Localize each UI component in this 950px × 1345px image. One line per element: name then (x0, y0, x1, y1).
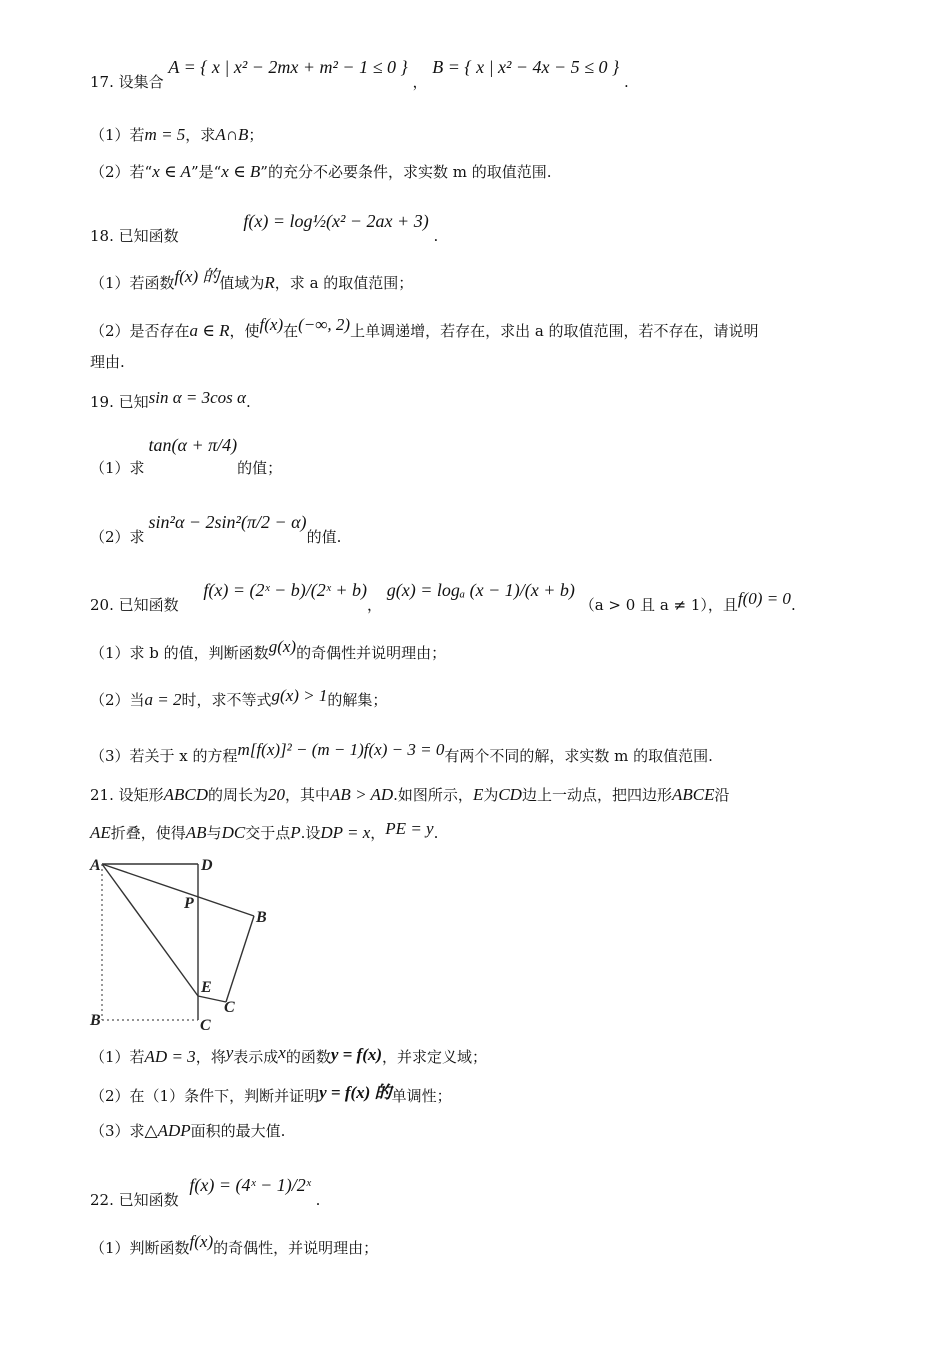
q21-part2 (90, 1085, 870, 1107)
formula: PE = y (385, 819, 434, 838)
label-a: A (90, 857, 101, 874)
q20-part2 (90, 686, 870, 711)
set-a-formula: A = { x | x² − 2mx + m² − 1 ≤ 0 } (168, 57, 408, 77)
text: 面积的最大值. (190, 1122, 286, 1140)
part-label: （1）若 (90, 1048, 145, 1066)
label-c: C (200, 1017, 211, 1034)
q19-part1 (90, 435, 870, 479)
q18-part2-cont (90, 351, 870, 373)
formula: R (264, 273, 275, 292)
q18-stem (90, 211, 870, 247)
q20-part1 (90, 637, 870, 664)
set-b-formula: B = { x | x² − 4x − 5 ≤ 0 } (432, 57, 620, 77)
text: ，求 a 的取值范围； (274, 274, 414, 292)
formula: A∩B (215, 125, 249, 144)
text: .如图所示， (393, 786, 473, 804)
text: 边上一动点，把四边形 (521, 786, 672, 804)
q21-part3 (90, 1120, 870, 1142)
text: ，将 (195, 1048, 226, 1066)
formula: tan(α + π/4) (148, 435, 238, 455)
fold-line-ae (102, 864, 198, 996)
label-p: P (184, 895, 194, 912)
formula: △ADP (144, 1121, 191, 1140)
label-d: D (201, 857, 213, 874)
q21-part1 (90, 1043, 870, 1068)
q21-stem-line2 (90, 819, 870, 844)
q22-number: 22. 已知函数 (90, 1191, 179, 1209)
text: 有两个不同的解，求实数 m 的取值范围. (444, 747, 713, 765)
formula: g(x) (268, 637, 297, 656)
text: 的周长为 (208, 786, 269, 804)
text: 理由. (90, 353, 125, 371)
formula: y (225, 1043, 234, 1062)
part-label: （3）若关于 x 的方程 (90, 747, 238, 765)
text: 单调性； (391, 1087, 452, 1105)
text: 交于点 (245, 824, 291, 842)
q17-number: 17. 设集合 (90, 73, 164, 91)
part-label: （1）求 (90, 459, 145, 477)
formula: AD = 3 (144, 1047, 196, 1066)
q18-part2 (90, 315, 870, 342)
text: 值域为 (219, 274, 265, 292)
label-e: E (201, 979, 212, 996)
q22-part1 (90, 1232, 870, 1259)
formula: AE (90, 823, 111, 842)
formula: y = f(x) (330, 1045, 383, 1064)
formula: ABCD (163, 785, 209, 804)
q21-number: 21. 设矩形 (90, 786, 164, 804)
formula: x ∈ B (221, 162, 261, 181)
text: 与 (206, 824, 222, 842)
text: 的奇偶性，并说明理由； (213, 1239, 379, 1257)
text: ，使 (229, 322, 260, 340)
g-formula: g(x) = logₐ (x − 1)/(x + b) (386, 580, 575, 600)
q20-part3 (90, 740, 870, 767)
formula: f(x) (189, 1232, 214, 1251)
f-formula: f(x) = (2ˣ − b)/(2ˣ + b) (203, 580, 367, 600)
formula: AB (185, 823, 207, 842)
text: 的奇偶性并说明理由； (296, 644, 447, 662)
text: ， (370, 824, 386, 842)
label-b: B (90, 1012, 101, 1029)
formula: P (290, 823, 301, 842)
formula: DP = x (320, 823, 371, 842)
formula: E (472, 785, 484, 804)
period: . (624, 73, 629, 91)
label-folded-c: C (224, 999, 235, 1016)
text: . (433, 824, 439, 842)
period: . (790, 596, 796, 614)
text: ； (248, 126, 264, 144)
text: .设 (300, 824, 321, 842)
formula: a ∈ R (189, 321, 230, 340)
formula: f(x) 的 (174, 267, 220, 286)
q19-stem (90, 388, 870, 413)
text: 为 (483, 786, 499, 804)
formula: a = 2 (144, 690, 182, 709)
q17-stem (90, 57, 870, 93)
folding-figure (88, 852, 278, 1037)
text: ，求 (185, 126, 216, 144)
formula: AB > AD (330, 785, 394, 804)
formula: x ∈ A (152, 162, 191, 181)
formula: CD (498, 785, 522, 804)
part-label: （1）判断函数 (90, 1239, 190, 1257)
function-formula: f(x) = (4ˣ − 1)/2ˣ (189, 1175, 311, 1195)
formula: m[f(x)]² − (m − 1)f(x) − 3 = 0 (237, 740, 445, 759)
q19-number: 19. 已知 (90, 393, 149, 411)
formula: x (278, 1043, 286, 1062)
part-label: （3）求 (90, 1122, 145, 1140)
label-folded-b: B (256, 909, 267, 926)
period: . (433, 227, 439, 245)
function-formula: f(x) = log½(x² − 2ax + 3) (243, 211, 429, 231)
separator: ， (366, 596, 382, 614)
formula: ABCE (671, 785, 715, 804)
part-label: （2）若“ (90, 163, 153, 181)
part-label: （2）是否存在 (90, 322, 190, 340)
formula: (−∞, 2) (298, 315, 351, 334)
q21-stem-line1 (90, 784, 870, 806)
part-label: （2）当 (90, 691, 145, 709)
text: 折叠，使得 (110, 824, 186, 842)
part-label: （1）若函数 (90, 274, 175, 292)
text: 的值； (237, 459, 283, 477)
q22-stem (90, 1175, 870, 1211)
q18-part1 (90, 267, 870, 294)
q17-part1 (90, 124, 870, 146)
text: 沿 (714, 786, 730, 804)
text: 的值. (306, 528, 342, 546)
part-label: （1）求 b 的值，判断函数 (90, 644, 269, 662)
text: 表示成 (233, 1048, 279, 1066)
condition-text: （a > 0 且 a ≠ 1），且 (579, 596, 738, 614)
text: 的解集； (327, 691, 388, 709)
formula: 20 (268, 785, 286, 804)
formula: y = f(x) 的 (319, 1083, 392, 1102)
q18-number: 18. 已知函数 (90, 227, 179, 245)
folded-edge-bc (226, 916, 254, 1002)
q17-part2 (90, 161, 870, 183)
text: 上单调递增，若存在，求出 a 的取值范围，若不存在，请说明 (350, 322, 759, 340)
text: ，其中 (285, 786, 331, 804)
folded-edge-ce (198, 996, 226, 1002)
q20-number: 20. 已知函数 (90, 596, 179, 614)
text: 在 (283, 322, 299, 340)
text: ”的充分不必要条件，求实数 m 的取值范围. (260, 163, 552, 181)
folded-edge-ab (102, 864, 254, 916)
text: 时，求不等式 (181, 691, 272, 709)
formula: sin²α − 2sin²(π/2 − α) (148, 512, 307, 532)
part-label: （1）若 (90, 126, 145, 144)
formula: m = 5 (144, 125, 186, 144)
formula: f(x) (259, 315, 284, 334)
separator: ， (412, 73, 428, 91)
period: . (245, 393, 251, 411)
condition-formula: sin α = 3cos α (148, 388, 246, 407)
period: . (315, 1191, 321, 1209)
text: ，并求定义域； (382, 1048, 488, 1066)
part-label: （2）在（1）条件下，判断并证明 (90, 1087, 320, 1105)
part-label: （2）求 (90, 528, 145, 546)
q20-stem (90, 580, 870, 616)
formula: f(0) = 0 (737, 589, 791, 608)
formula: DC (221, 823, 246, 842)
formula: g(x) > 1 (271, 686, 328, 705)
text: 的函数 (285, 1048, 331, 1066)
text: ”是“ (190, 163, 222, 181)
q19-part2 (90, 512, 870, 548)
